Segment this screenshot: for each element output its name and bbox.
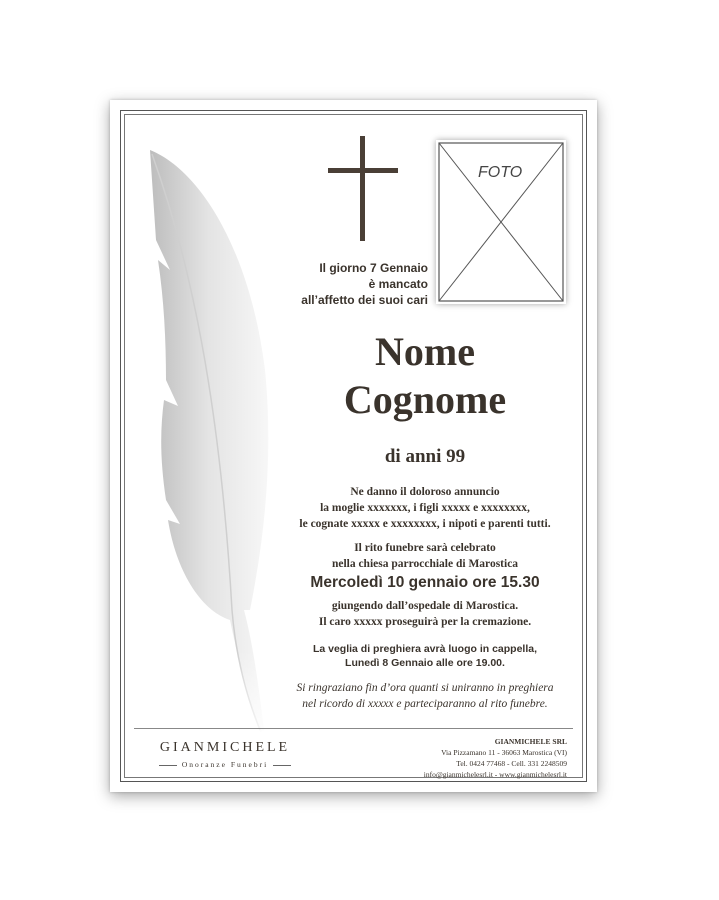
intro-text [301, 260, 428, 308]
funeral-line: Il rito funebre sarà celebrato [354, 542, 496, 554]
photo-placeholder [436, 140, 566, 304]
funeral-detail-line: Il caro xxxxx proseguirà per la cremazione. [318, 616, 532, 628]
announcement-line: le cognate xxxxx e xxxxxxxx, i nipoti e parenti tutti. [299, 518, 551, 530]
deceased-name [270, 328, 580, 424]
intro-line: Il giorno 7 Gennaio [319, 261, 428, 275]
vigil-line: Lunedì 8 Gennaio alle ore 19.00. [345, 657, 505, 669]
company-contact [424, 736, 567, 780]
company-logo [150, 740, 300, 769]
logo-subtitle [150, 760, 300, 769]
vigil-info [270, 642, 580, 670]
deceased-age: di anni 99 [384, 446, 466, 467]
thanks-note [270, 680, 580, 712]
announcement [270, 484, 580, 532]
photo-label: FOTO [478, 164, 523, 181]
funeral-detail-line: giungendo dall’ospedale di Marostica. [331, 600, 519, 612]
last-name: Cognome [343, 377, 507, 422]
thanks-line: Si ringraziano fin d’ora quanti si uniranno in preghiera [296, 682, 554, 694]
funeral-date: Mercoledì 10 gennaio ore 15.30 [310, 574, 540, 591]
intro-line: all’affetto dei suoi cari [301, 293, 428, 307]
cross-icon [328, 136, 398, 246]
company-web: info@gianmichelesrl.it - www.gianmichelesrl.it [423, 770, 567, 779]
funeral-details [270, 598, 580, 630]
company-name: GIANMICHELE SRL [494, 737, 567, 746]
first-name: Nome [375, 329, 475, 374]
funeral-line: nella chiesa parrocchiale di Marostica [331, 558, 519, 570]
announcement-line: Ne danno il doloroso annuncio [350, 486, 500, 498]
vigil-line: La veglia di preghiera avrà luogo in cappella, [312, 643, 538, 655]
announcement-line: la moglie xxxxxxx, i figli xxxxx e xxxxxxxx, [320, 502, 530, 514]
feather-image [140, 140, 280, 740]
footer-divider [134, 728, 573, 729]
logo-name: GIANMICHELE [159, 740, 291, 755]
company-phones: Tel. 0424 77468 - Cell. 331 2248509 [456, 759, 567, 768]
funeral-notice [110, 100, 597, 792]
intro-line: è mancato [368, 277, 428, 291]
company-address: Via Pizzamano 11 - 36063 Marostica (VI) [441, 748, 567, 757]
funeral-intro [270, 540, 580, 572]
logo-subtitle-text: Onoranze Funebri [181, 760, 269, 769]
thanks-line: nel ricordo di xxxxx e parteciparanno al rito funebre. [302, 698, 548, 710]
